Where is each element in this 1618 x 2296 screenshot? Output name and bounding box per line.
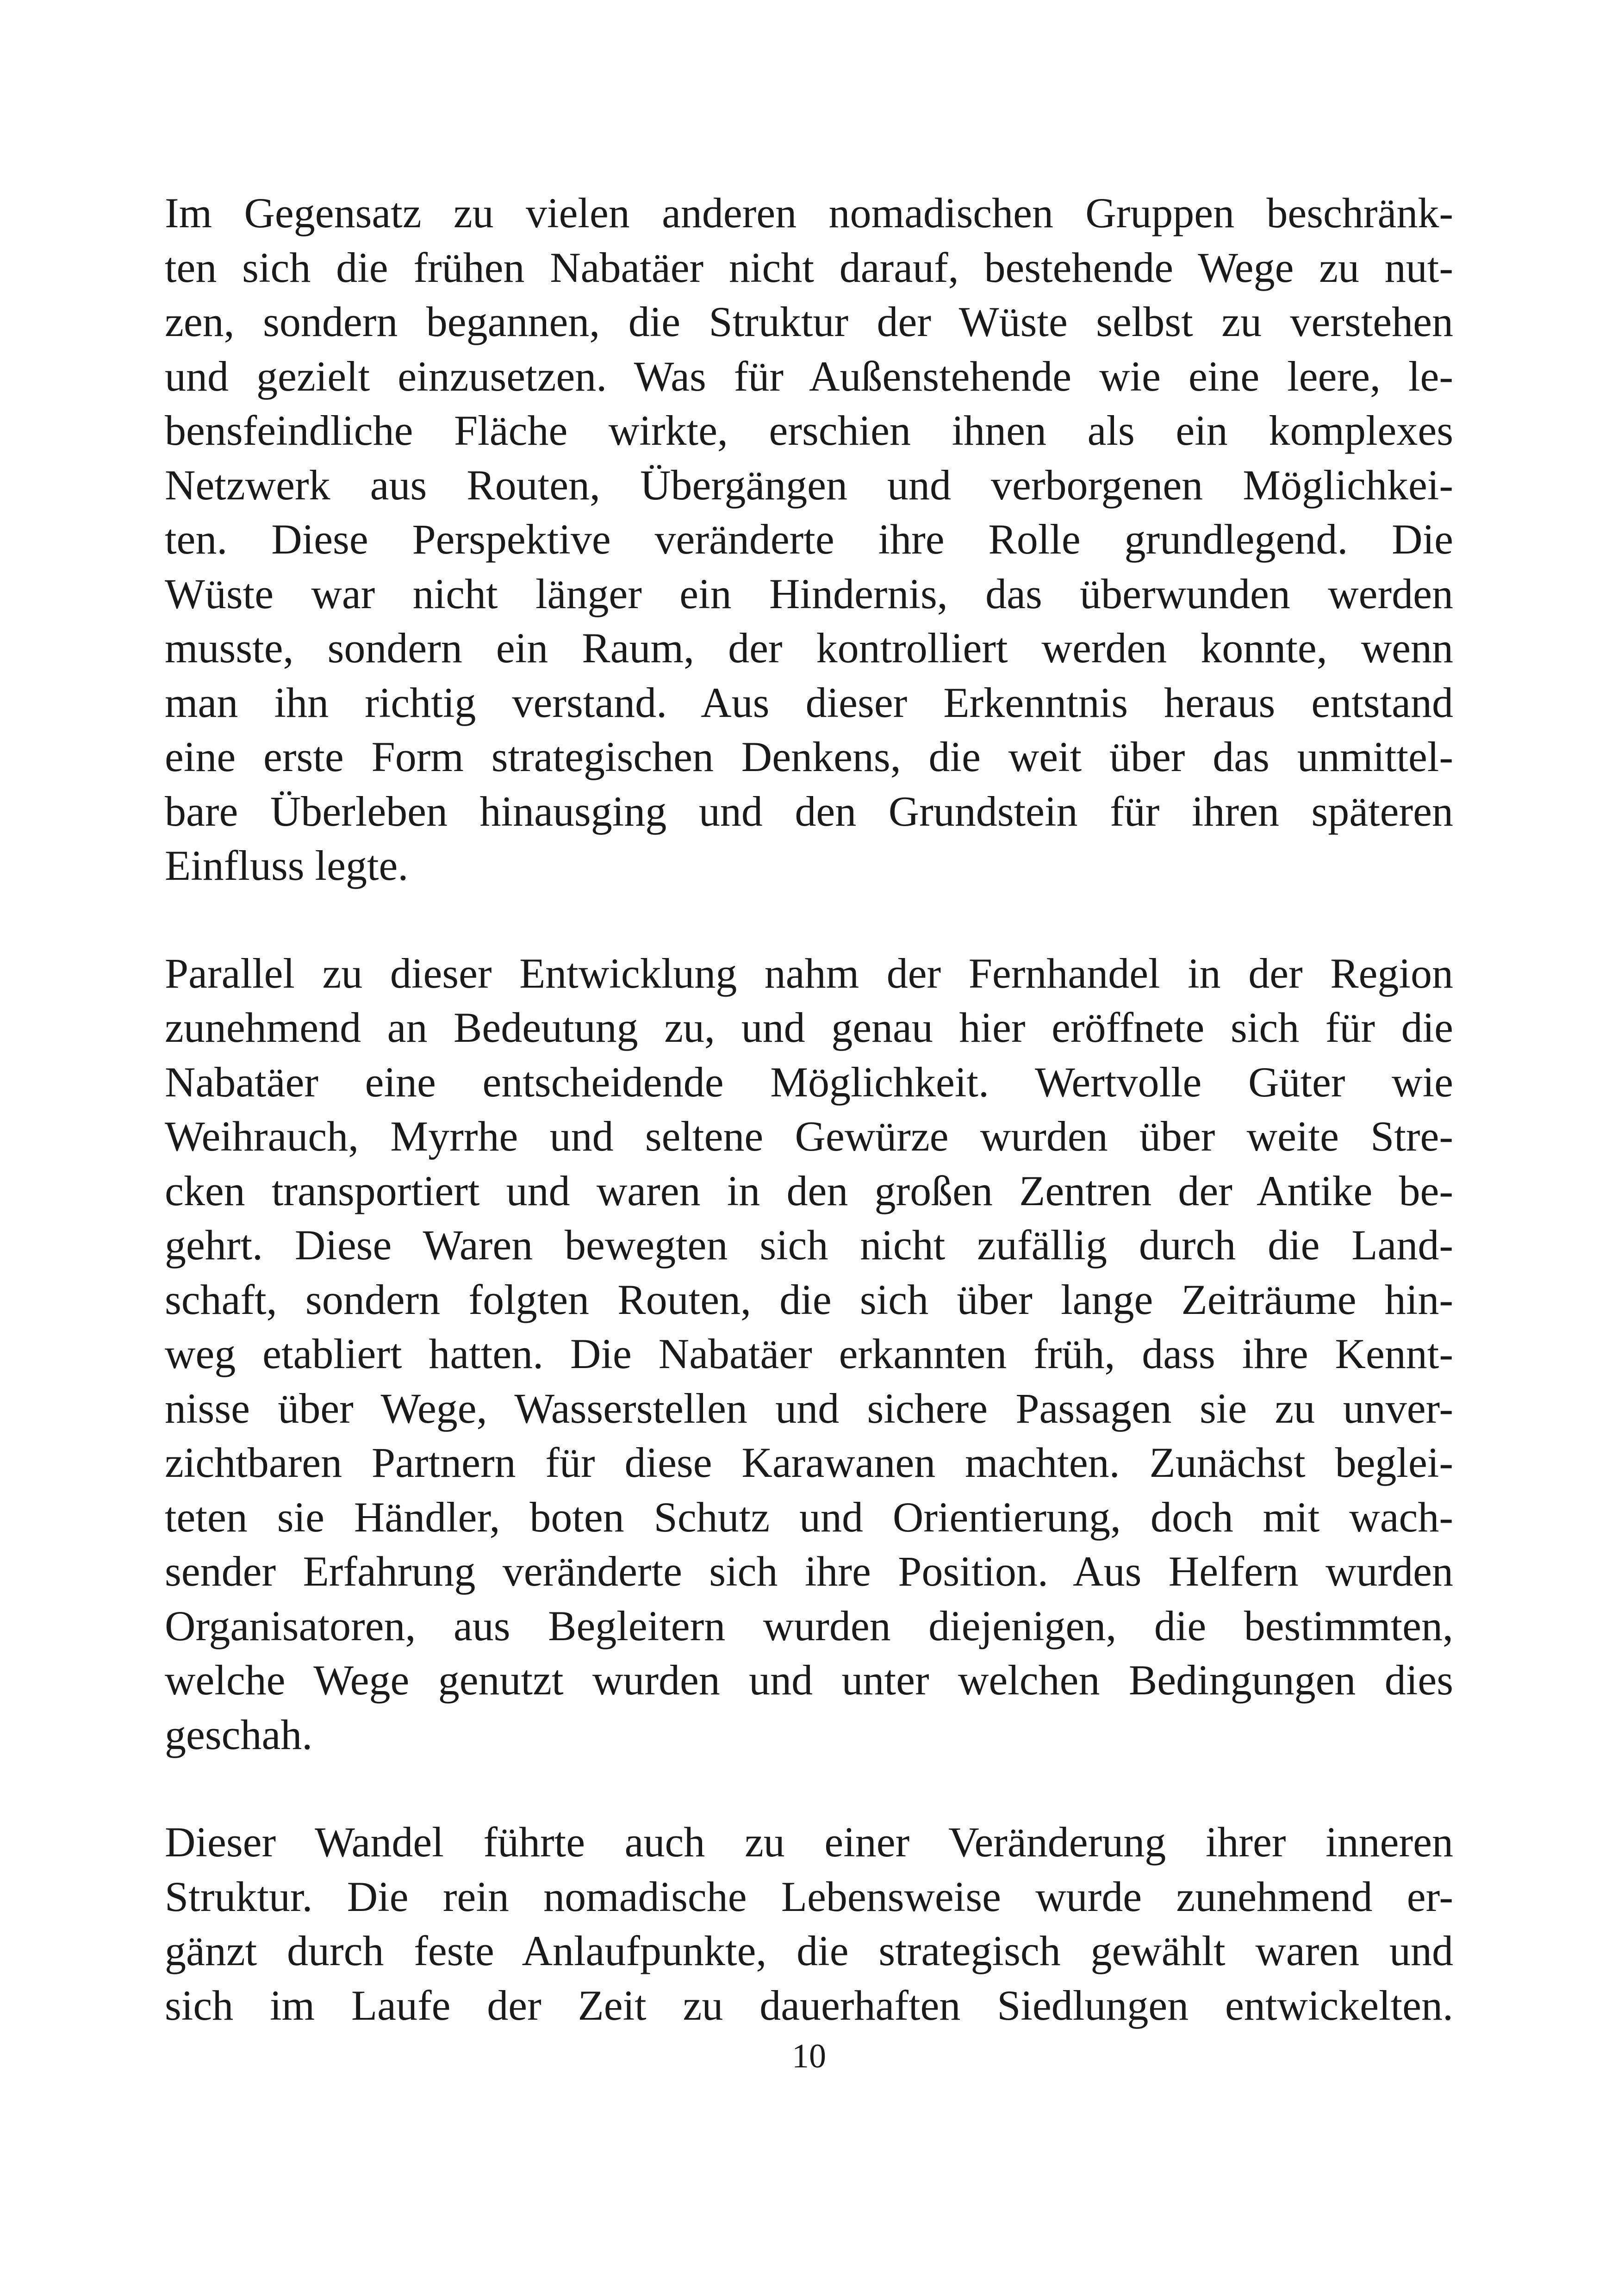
text-line: bare Überleben hinausging und den Grundstein für ihren späteren <box>165 787 1453 835</box>
text-line: Einfluss legte. <box>165 842 409 889</box>
text-line: weg etabliert hatten. Die Nabatäer erkannten früh, dass ihre Kennt- <box>165 1330 1453 1377</box>
text-line: sender Erfahrung veränderte sich ihre Position. Aus Helfern wurden <box>165 1548 1453 1595</box>
text-line: musste, sondern ein Raum, der kontrolliert werden konnte, wenn <box>165 624 1453 672</box>
text-line: Im Gegensatz zu vielen anderen nomadischen Gruppen beschränk- <box>165 189 1453 236</box>
text-line: nisse über Wege, Wasserstellen und sichere Passagen sie zu unver- <box>165 1384 1453 1432</box>
text-line: Netzwerk aus Routen, Übergängen und verborgenen Möglichkei- <box>165 461 1453 509</box>
text-line: cken transportiert und waren in den großen Zentren der Antike be- <box>165 1167 1453 1214</box>
text-line: sich im Laufe der Zeit zu dauerhaften Siedlungen entwickelten. <box>165 1981 1453 2029</box>
text-line: schaft, sondern folgten Routen, die sich über lange Zeiträume hin- <box>165 1276 1453 1323</box>
text-line: bensfeindliche Fläche wirkte, erschien ihnen als ein komplexes <box>165 407 1453 454</box>
text-line: eine erste Form strategischen Denkens, die weit über das unmittel- <box>165 733 1453 780</box>
paragraph-1 <box>165 186 1453 893</box>
text-line: Parallel zu dieser Entwicklung nahm der Fernhandel in der Region <box>165 949 1453 997</box>
text-line: zen, sondern begannen, die Struktur der Wüste selbst zu verstehen <box>165 298 1453 345</box>
text-line: zichtbaren Partnern für diese Karawanen machten. Zunächst beglei- <box>165 1439 1453 1486</box>
paragraph-3 <box>165 1815 1453 2033</box>
text-line: teten sie Händler, boten Schutz und Orientierung, doch mit wach- <box>165 1493 1453 1541</box>
text-line: ten sich die frühen Nabatäer nicht darauf, bestehende Wege zu nut- <box>165 243 1453 291</box>
text-line: Struktur. Die rein nomadische Lebensweise wurde zunehmend er- <box>165 1873 1453 1920</box>
text-line: Weihrauch, Myrrhe und seltene Gewürze wurden über weite Stre- <box>165 1113 1453 1160</box>
paragraph-2 <box>165 946 1453 1762</box>
text-line: gänzt durch feste Anlaufpunkte, die strategisch gewählt waren und <box>165 1927 1453 1974</box>
text-line: Organisatoren, aus Begleitern wurden diejenigen, die bestimmten, <box>165 1602 1453 1649</box>
text-line: und gezielt einzusetzen. Was für Außenstehende wie eine leere, le- <box>165 352 1453 400</box>
page-number: 10 <box>792 2037 826 2075</box>
paragraph-gap <box>165 1762 1453 1815</box>
text-line: zunehmend an Bedeutung zu, und genau hier eröffnete sich für die <box>165 1004 1453 1051</box>
text-line: geschah. <box>165 1711 313 1758</box>
body-text <box>165 186 1453 2033</box>
text-line: Nabatäer eine entscheidende Möglichkeit. Wertvolle Güter wie <box>165 1058 1453 1106</box>
text-line: welche Wege genutzt wurden und unter welchen Bedingungen dies <box>165 1656 1453 1704</box>
text-line: ten. Diese Perspektive veränderte ihre Rolle grundlegend. Die <box>165 516 1453 563</box>
text-line: man ihn richtig verstand. Aus dieser Erkenntnis heraus entstand <box>165 678 1453 726</box>
text-line: Dieser Wandel führte auch zu einer Veränderung ihrer inneren <box>165 1818 1453 1866</box>
text-line: Wüste war nicht länger ein Hindernis, das überwunden werden <box>165 570 1453 617</box>
text-line: gehrt. Diese Waren bewegten sich nicht zufällig durch die Land- <box>165 1221 1453 1269</box>
paragraph-gap <box>165 893 1453 946</box>
